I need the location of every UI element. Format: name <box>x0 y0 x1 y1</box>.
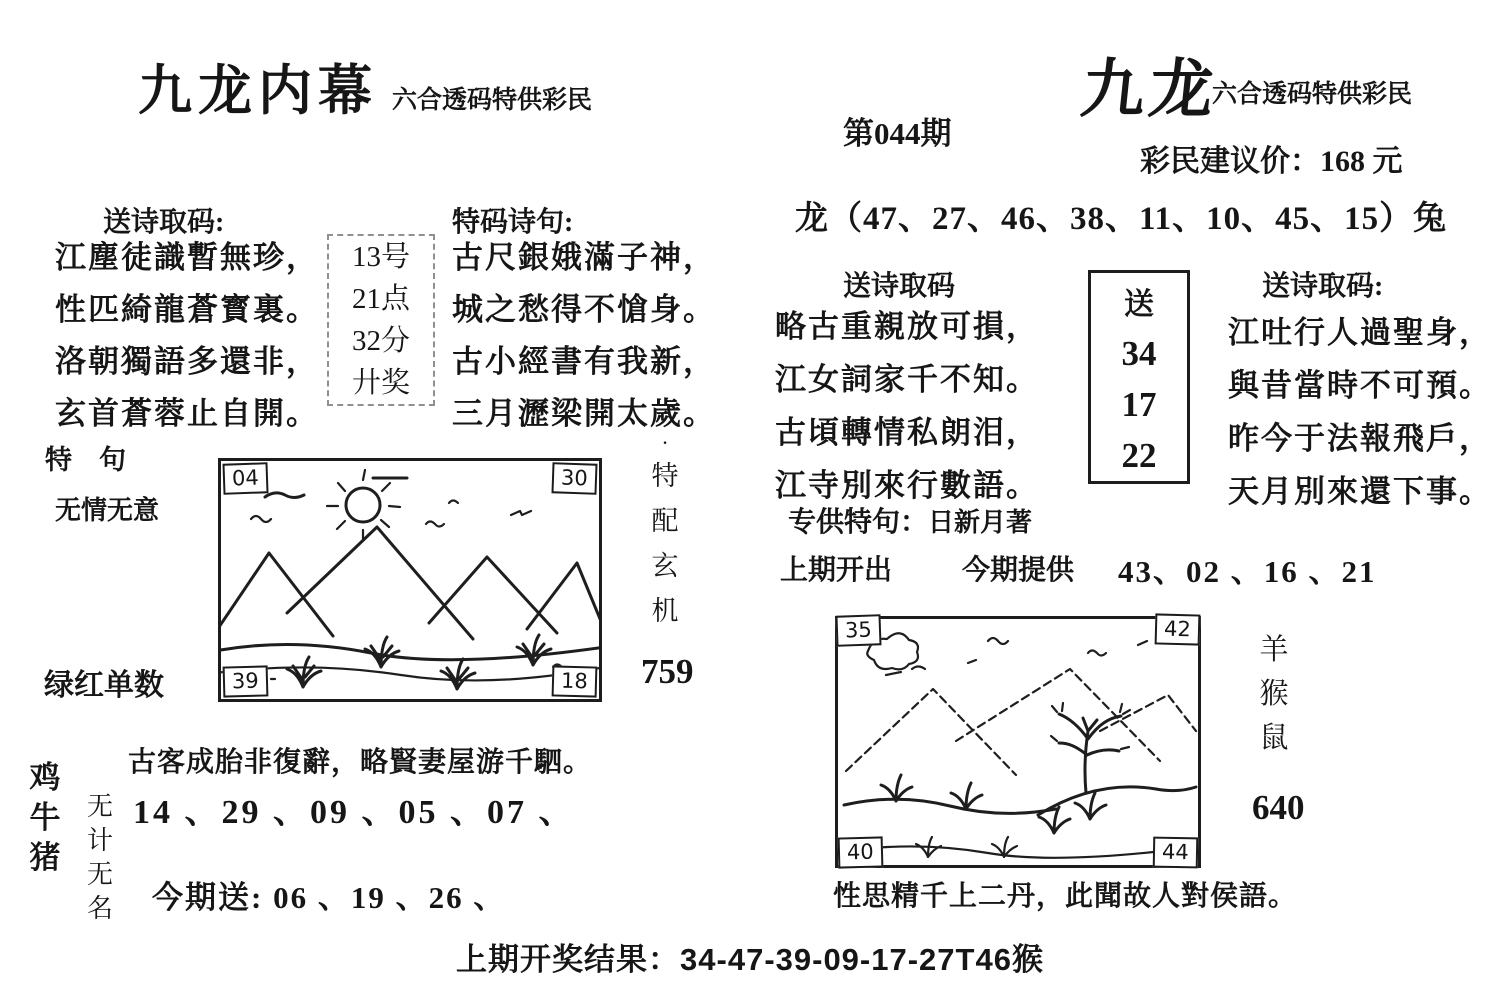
poem-line: 江女詞家千不知。 <box>775 362 1039 397</box>
corner-number-br: 44 <box>1153 837 1198 869</box>
left-picture-phrase: 无情无意 <box>55 496 160 525</box>
special-phrase-text: 日新月著 <box>928 508 1033 537</box>
left-picture-side-text <box>648 432 682 634</box>
right-picture-side-text <box>1256 628 1292 760</box>
corner-number-bl: 40 <box>838 836 884 868</box>
side-char: 鼠 <box>1259 722 1289 754</box>
left-picture-bottom-label: 绿红单数 <box>44 669 164 702</box>
special-phrase-row <box>788 500 1032 540</box>
label-char: 无 <box>86 860 113 889</box>
left-landscape-sketch <box>221 461 599 699</box>
label-char: 计 <box>86 826 113 855</box>
special-phrase-label: 专供特句： <box>788 507 929 538</box>
right-landscape-sketch <box>838 619 1198 865</box>
zodiac-bracket-line: 龙（47、27、46、38、11、10、45、15）兔 <box>795 201 1448 237</box>
zodiac-char: 鸡 <box>29 760 61 795</box>
bottom-numbers: 14 、29 、09 、05 、07 、 <box>133 794 576 831</box>
poem-line: 洛朝獨語多還非， <box>55 344 319 379</box>
poem-line: 城之愁得不愴身。 <box>452 292 716 327</box>
zodiac-char: 牛 <box>29 800 61 835</box>
bottom-sentence: 古客成胎非復辭，略賢妻屋游千駟。 <box>128 747 593 778</box>
left-poem-header: 送诗取码: <box>103 207 225 238</box>
left-poem <box>55 232 319 440</box>
zodiac-column <box>26 758 64 878</box>
poem-line: 玄首蒼蓉止自開。 <box>55 396 319 431</box>
right-poem-header: 送诗取码: <box>1262 271 1384 302</box>
send-box-number: 34 <box>1121 333 1157 373</box>
special-sentence-label: 特 句 <box>45 445 126 475</box>
provide-numbers: 43、02 、16 、21 <box>1118 554 1377 589</box>
corner-number-tr: 42 <box>1155 613 1201 645</box>
gift-numbers: 今期送: 06 、19 、26 、 <box>152 880 507 915</box>
right-picture-caption: 性思精千上二丹，此聞故人對侯語。 <box>833 881 1298 912</box>
issue-number: 第044期 <box>843 116 952 151</box>
send-box-title: 送 <box>1124 287 1154 321</box>
side-char: 猴 <box>1259 678 1289 710</box>
corner-number-tl: 04 <box>222 462 268 495</box>
right-masthead-subtitle: 六合透码特供彩民 <box>1212 81 1413 108</box>
side-char: 特 <box>651 461 679 491</box>
corner-number-tl: 35 <box>835 614 881 647</box>
time-code-box <box>327 234 435 406</box>
poem-line: 三月瀝梁開太歲。 <box>452 396 716 431</box>
zodiac-char: 猪 <box>29 840 61 875</box>
previous-draw-result: 上期开奖结果：34-47-39-09-17-27T46猴 <box>456 942 1044 977</box>
special-poem <box>452 232 716 440</box>
side-char: 机 <box>651 596 679 626</box>
poem-line: 古小經書有我新， <box>452 344 716 379</box>
label-char: 名 <box>86 894 113 923</box>
left-masthead-subtitle: 六合透码特供彩民 <box>392 87 593 114</box>
side-char: 羊 <box>1259 634 1289 666</box>
poem-line: 古尺銀娥滿子神， <box>452 240 716 275</box>
special-poem-header: 特码诗句: <box>452 207 574 238</box>
price-line: 彩民建议价：168 元 <box>1140 145 1403 178</box>
side-dot: · <box>661 430 669 455</box>
poem-line: 江吐行人過聖身， <box>1228 315 1492 350</box>
send-numbers-box <box>1088 270 1190 484</box>
corner-number-br: 18 <box>552 665 598 697</box>
time-item: 21点 <box>351 283 410 315</box>
label-char: 无 <box>86 792 113 821</box>
right-poem <box>1228 306 1492 518</box>
time-item: 32分 <box>351 325 410 357</box>
poem-line: 江寺別來行數語。 <box>775 468 1039 503</box>
right-picture-code: 640 <box>1252 788 1305 827</box>
prev-open-label: 上期开出 <box>780 555 893 586</box>
right-masthead-title: 九龙 <box>1077 54 1222 125</box>
send-box-number: 22 <box>1121 435 1157 475</box>
time-item: 廾奖 <box>351 367 410 399</box>
poem-line: 江塵徒識暫無珍， <box>55 240 319 275</box>
corner-number-tr: 30 <box>552 462 598 495</box>
current-provide-label: 今期提供 <box>962 555 1075 586</box>
no-plan-column <box>84 790 116 926</box>
time-item: 13号 <box>351 241 410 273</box>
poem-line: 古頃轉情私朗泪， <box>775 415 1039 450</box>
right-landscape-frame <box>835 616 1201 868</box>
side-char: 玄 <box>651 551 679 581</box>
corner-number-bl: 39 <box>223 665 269 697</box>
poem-line: 性匹綺龍蒼寳裏。 <box>55 292 319 327</box>
mid-poem-header: 送诗取码 <box>843 271 956 302</box>
poem-line: 略古重親放可損， <box>775 309 1039 344</box>
left-masthead-title: 九龙内幕 <box>138 61 378 121</box>
poem-line: 天月別來還下事。 <box>1228 474 1492 509</box>
poem-line: 與昔當時不可預。 <box>1228 368 1492 403</box>
left-picture-code: 759 <box>641 652 694 691</box>
send-box-number: 17 <box>1121 384 1157 424</box>
poem-line: 昨今于法報飛戶， <box>1228 421 1492 456</box>
left-landscape-frame <box>218 458 602 702</box>
side-char: 配 <box>651 506 679 536</box>
mid-poem <box>775 300 1039 512</box>
